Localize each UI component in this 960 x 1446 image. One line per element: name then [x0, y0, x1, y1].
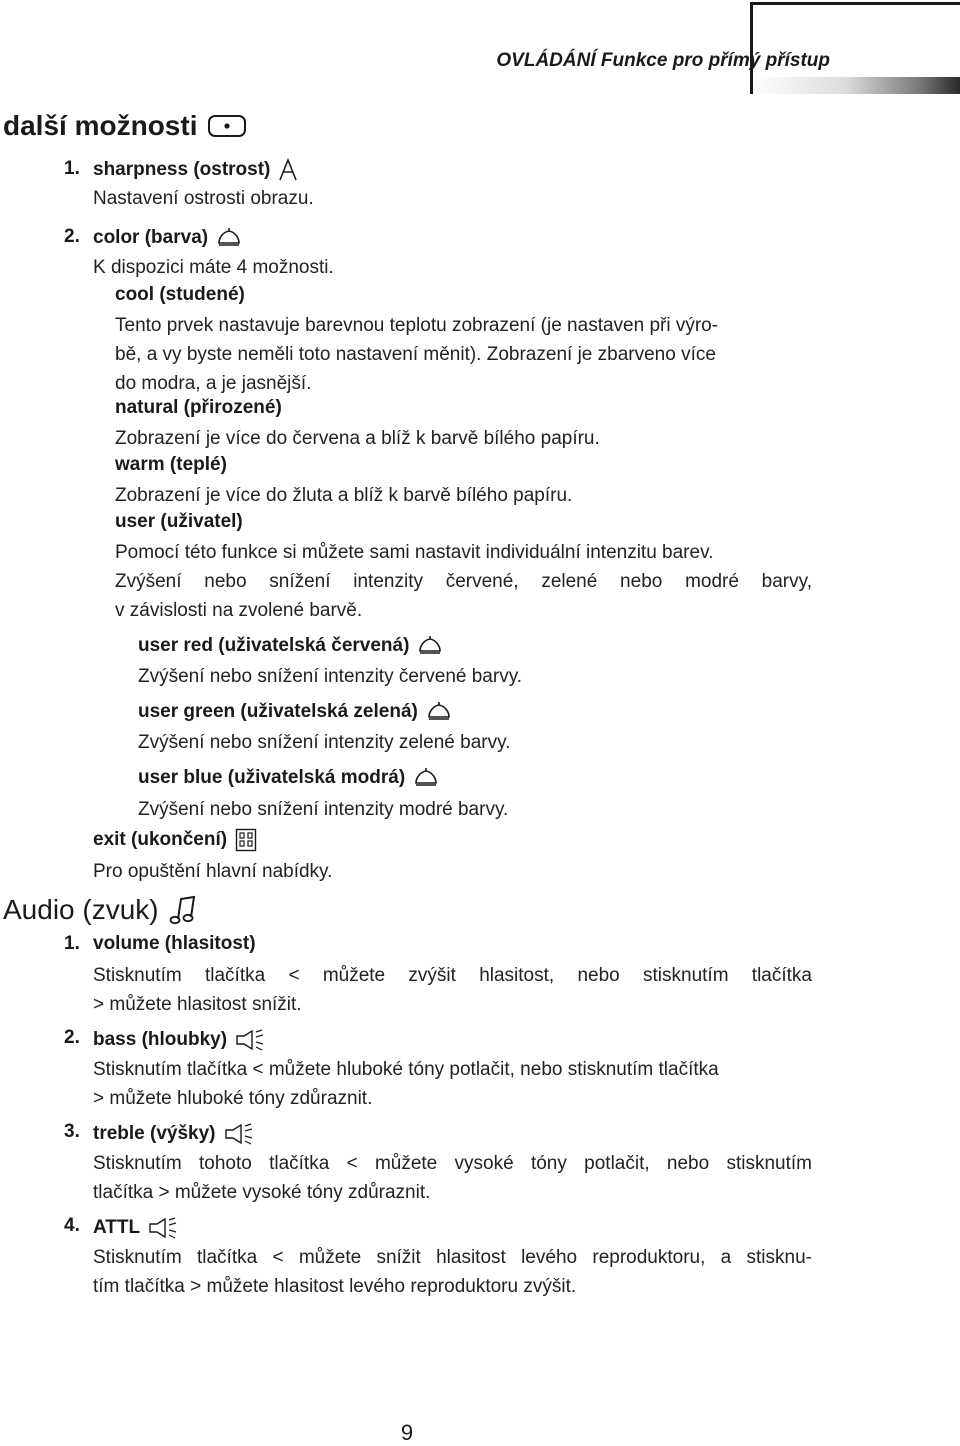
item-line: tím tlačítka > můžete hlasitost levého reproduktoru zvýšit. [93, 1276, 577, 1297]
color-option-label: natural (přirozené) [115, 397, 282, 418]
color-option-line: Zobrazení je více do žluta a blíž k barvě bílého papíru. [115, 485, 573, 506]
item-line: > můžete hluboké tóny zdůraznit. [93, 1088, 373, 1109]
color-option-line: Tento prvek nastavuje barevnou teplotu zobrazení (je nastaven při výro- [115, 315, 719, 336]
item-label: bass (hloubky) [93, 1029, 228, 1050]
color-option-line: bě, a vy byste neměli toto nastavení měnit). Zobrazení je zbarveno více [115, 344, 716, 365]
options-screen-icon [207, 113, 247, 139]
section-title-audio [3, 894, 197, 926]
color-heading [93, 226, 242, 250]
color-option-line: do modra, a je jasnější. [115, 373, 312, 394]
item-desc: K dispozici máte 4 možnosti. [93, 257, 334, 278]
speaker-icon [224, 1121, 254, 1147]
color-option-line: Zobrazení je více do červena a blíž k barvě bílého papíru. [115, 428, 600, 449]
bass-heading [93, 1027, 265, 1053]
lamp-icon [413, 766, 439, 790]
treble-heading [93, 1121, 254, 1147]
item-desc: Pro opuštění hlavní nabídky. [93, 861, 333, 882]
page-number: 9 [400, 1420, 414, 1445]
music-note-icon [169, 895, 197, 925]
header-title: OVLÁDÁNÍ Funkce pro přímý přístup [496, 50, 830, 71]
list-number: 3. [64, 1121, 80, 1142]
item-line: Stisknutím tlačítka < můžete snížit hlasitost levého reproduktoru, a stisknu- [93, 1247, 812, 1268]
attl-heading [93, 1215, 178, 1241]
lamp-icon [426, 700, 452, 724]
item-label: volume (hlasitost) [93, 933, 256, 954]
item-label: user blue (uživatelská modrá) [138, 767, 406, 788]
item-label: ATTL [93, 1217, 141, 1238]
color-option-line: Zvýšení nebo snížení intenzity červené, zelené nebo modré barvy, [115, 571, 812, 592]
lamp-icon [216, 226, 242, 250]
list-number: 2. [64, 226, 80, 247]
exit-heading [93, 828, 257, 852]
color-option-label: warm (teplé) [115, 454, 227, 475]
color-option-line: Pomocí této funkce si můžete sami nastavit individuální intenzitu barev. [115, 542, 714, 563]
section-title-options [3, 110, 247, 142]
item-desc: Nastavení ostrosti obrazu. [93, 188, 314, 209]
list-number: 1. [64, 933, 80, 954]
item-label: user red (uživatelská červená) [138, 635, 410, 656]
item-desc: Zvýšení nebo snížení intenzity červené barvy. [138, 666, 523, 687]
user-blue-heading [138, 766, 439, 790]
sharpness-heading [93, 158, 298, 182]
section-title-text: další možnosti [3, 110, 198, 141]
item-desc: Zvýšení nebo snížení intenzity modré barvy. [138, 799, 509, 820]
section-title-text: Audio (zvuk) [3, 894, 159, 925]
header-gradient-strip [753, 77, 960, 94]
item-desc: Zvýšení nebo snížení intenzity zelené barvy. [138, 732, 511, 753]
user-red-heading [138, 634, 443, 658]
exit-grid-icon [235, 828, 257, 852]
letter-a-icon [278, 158, 298, 182]
speaker-icon [235, 1027, 265, 1053]
item-line: Stisknutím tlačítka < můžete hluboké tóny potlačit, nebo stisknutím tlačítka [93, 1059, 719, 1080]
lamp-icon [417, 634, 443, 658]
item-label: exit (ukončení) [93, 829, 228, 850]
item-label: treble (výšky) [93, 1123, 216, 1144]
list-number: 4. [64, 1215, 80, 1236]
item-label: user green (uživatelská zelená) [138, 701, 418, 722]
item-line: Stisknutím tohoto tlačítka < můžete vysoké tóny potlačit, nebo stisknutím [93, 1153, 812, 1174]
item-label: sharpness (ostrost) [93, 159, 271, 180]
speaker-icon [148, 1215, 178, 1241]
item-line: > můžete hlasitost snížit. [93, 994, 302, 1015]
color-option-line: v závislosti na zvolené barvě. [115, 600, 363, 621]
list-number: 2. [64, 1027, 80, 1048]
list-number: 1. [64, 158, 80, 179]
item-line: tlačítka > můžete vysoké tóny zdůraznit. [93, 1182, 431, 1203]
item-line: Stisknutím tlačítka < můžete zvýšit hlasitost, nebo stisknutím tlačítka [93, 965, 812, 986]
item-label: color (barva) [93, 227, 209, 248]
color-option-label: cool (studené) [115, 284, 245, 305]
color-option-label: user (uživatel) [115, 511, 243, 532]
user-green-heading [138, 700, 452, 724]
